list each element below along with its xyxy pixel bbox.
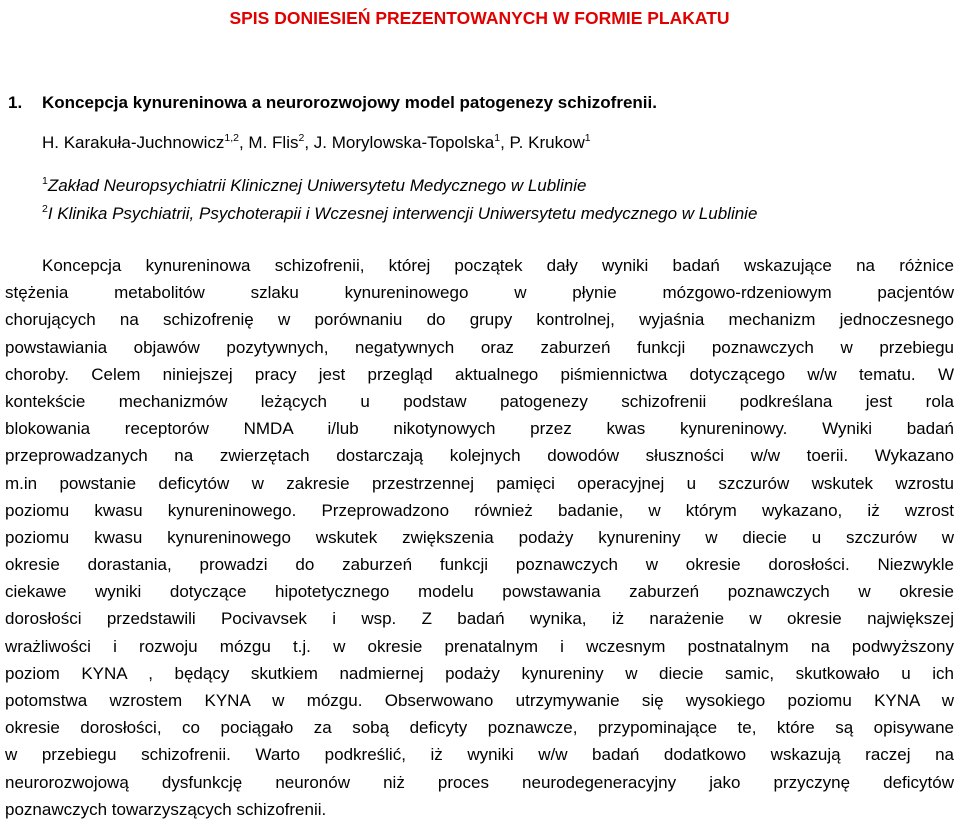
abstract-line: wrażliwości i rozwoju mózgu t.j. w okresie prenatalnym i wczesnym postnatalnym na podwyższony bbox=[5, 636, 954, 656]
author-separator: , bbox=[238, 133, 249, 152]
affiliation-mark: 2 bbox=[42, 203, 48, 215]
abstract-body bbox=[5, 252, 954, 823]
abstract-line: przeprowadzanych na zwierzętach dostarczają kolejnych dowodów słuszności w/w toerii. Wykazano bbox=[5, 446, 954, 466]
abstract-line: stężenia metabolitów szlaku kynureninowego w płynie mózgowo-rdzeniowym pacjentów bbox=[5, 283, 954, 303]
abstract-line: blokowania receptorów NMDA i/lub nikotynowych przez kwas kynureninowy. Wyniki badań bbox=[5, 419, 954, 439]
abstract-line: poziom KYNA , będący skutkiem nadmiernej podaży kynureniny w diecie samic, skutkowało u ich bbox=[5, 663, 954, 683]
entry-number: 1. bbox=[8, 93, 23, 112]
abstract-line: m.in powstanie deficytów w zakresie przestrzennej pamięci operacyjnej u szczurów wskutek wzrostu bbox=[5, 473, 954, 493]
entry-heading bbox=[8, 92, 657, 114]
abstract-line: potomstwa wzrostem KYNA w mózgu. Obserwowano utrzymywanie się wysokiego poziomu KYNA w bbox=[5, 691, 954, 710]
abstract-line: powstawiania objawów pozytywnych, negatywnych oraz zaburzeń funkcji poznawczych w przebiegu bbox=[5, 337, 954, 357]
affiliation-text: I Klinika Psychiatrii, Psychoterapii i Wczesnej interwencji Uniwersytetu medycznego w Lublinie bbox=[47, 204, 758, 223]
author-affiliation-mark: 1 bbox=[494, 132, 501, 144]
abstract-line: chorujących na schizofrenię w porównaniu do grupy kontrolnej, wyjaśnia mechanizm jednoczesnego bbox=[5, 310, 954, 330]
abstract-line: poznawczych towarzyszących schizofrenii. bbox=[5, 799, 327, 819]
author-affiliation-mark: 1 bbox=[584, 132, 591, 144]
document-title: SPIS DONIESIEŃ PREZENTOWANYCH W FORMIE PLAKATU bbox=[229, 8, 730, 28]
affiliation-mark: 1 bbox=[42, 175, 48, 187]
abstract-line: dorosłości przedstawili Pocivavsek i wsp. Z badań wynika, iż narażenie w okresie największej bbox=[5, 609, 954, 629]
author-separator: , bbox=[500, 133, 510, 152]
abstract-line: neurorozwojową dysfunkcję neuronów niż proces neurodegeneracyjny jako przyczynę deficytów bbox=[5, 772, 954, 792]
abstract-line: okresie dorosłości, co pociągało za sobą deficyty poznawcze, przypominające te, które są opisywane bbox=[5, 718, 954, 738]
abstract-line: kontekście mechanizmów leżących u podstaw patogenezy schizofrenii podkreślana jest rola bbox=[5, 391, 954, 411]
author-affiliation-mark: 2 bbox=[298, 132, 305, 144]
abstract-line: w przebiegu schizofrenii. Warto podkreślić, iż wyniki w/w badań dodatkowo wskazują raczej na bbox=[5, 745, 954, 765]
abstract-line: ciekawe wyniki dotyczące hipotetycznego modelu powstawania zaburzeń poznawczych w okresie bbox=[5, 582, 954, 602]
affiliation-1 bbox=[42, 174, 586, 198]
authors-line bbox=[42, 131, 591, 155]
abstract-line: okresie dorastania, prowadzi do zaburzeń funkcji poznawczych w okresie dorosłości. Niezwykle bbox=[5, 555, 954, 575]
author-name: P. Krukow bbox=[509, 133, 585, 152]
author-name: H. Karakuła-Juchnowicz bbox=[42, 133, 225, 152]
abstract-line: poziomu kwasu kynureninowego wskutek zwiększenia podaży kynureniny w diecie u szczurów w bbox=[5, 527, 954, 547]
author-name: M. Flis bbox=[248, 133, 299, 152]
abstract-line: Koncepcja kynureninowa schizofrenii, której początek dały wyniki badań wskazujące na różnice bbox=[42, 256, 954, 275]
author-name: J. Morylowska-Topolska bbox=[313, 133, 495, 152]
abstract-line: poziomu kwasu kynureninowego. Przeprowadzono również badanie, w którym wykazano, iż wzrost bbox=[5, 500, 954, 520]
affiliation-2 bbox=[42, 202, 757, 226]
entry-title: Koncepcja kynureninowa a neurorozwojowy model patogenezy schizofrenii. bbox=[42, 93, 657, 112]
abstract-line: choroby. Celem niniejszej pracy jest przegląd aktualnego piśmiennictwa dotyczącego w/w tematu. W bbox=[5, 364, 954, 384]
author-separator: , bbox=[304, 133, 314, 152]
affiliation-text: Zakład Neuropsychiatrii Klinicznej Uniwersytetu Medycznego w Lublinie bbox=[47, 176, 587, 195]
author-affiliation-mark: 1,2 bbox=[224, 132, 239, 144]
